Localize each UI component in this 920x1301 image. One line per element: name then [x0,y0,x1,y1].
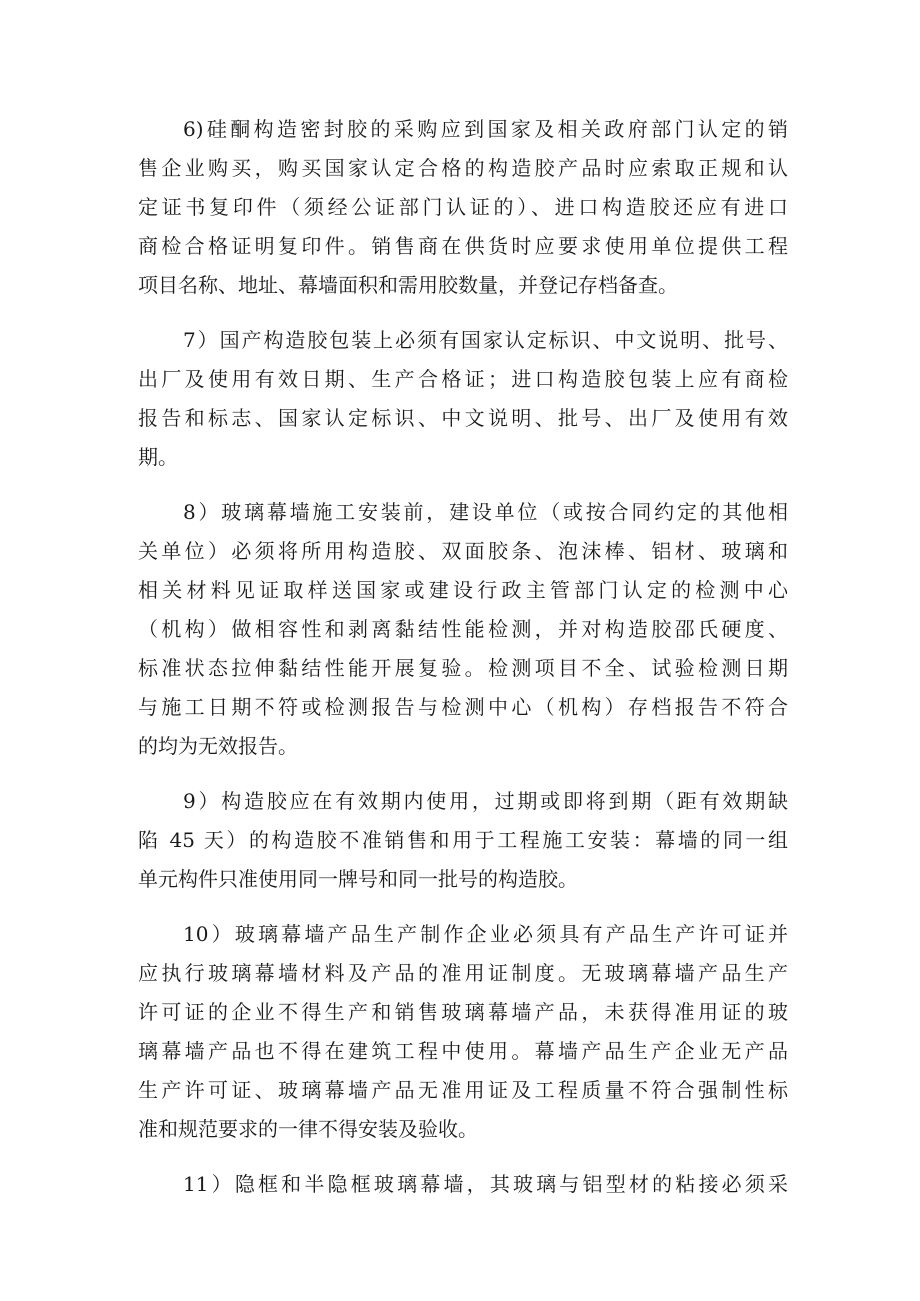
paragraph-7-line-1: 7）国产构造胶包装上必须有国家认定标识、中文说明、批号、 [183,328,788,352]
paragraph-9-line-1: 9）构造胶应在有效期内使用，过期或即将到期（距有效期缺 [183,789,788,813]
paragraph-10-line-1: 10）玻璃幕墙产品生产制作企业必须具有产品生产许可证并 [183,922,788,946]
paragraph-7-line-4: 期。 [138,445,178,469]
paragraph-8-line-1: 8）玻璃幕墙施工安装前，建设单位（或按合同约定的其他相 [183,500,788,524]
paragraph-8-line-7: 的均为无效报告。 [138,734,298,758]
paragraph-10-line-4: 璃幕墙产品也不得在建筑工程中使用。幕墙产品生产企业无产品 [138,1039,788,1063]
paragraph-6-line-4: 商检合格证明复印件。销售商在供货时应要求使用单位提供工程 [138,234,788,258]
paragraph-7-line-2: 出厂及使用有效日期、生产合格证；进口构造胶包装上应有商检 [138,367,788,391]
paragraph-11-line-1: 11）隐框和半隐框玻璃幕墙，其玻璃与铝型材的粘接必须采 [183,1172,788,1196]
paragraph-6-line-3: 定证书复印件（须经公证部门认证的）、进口构造胶还应有进口 [138,195,788,219]
paragraph-8-line-6: 与施工日期不符或检测报告与检测中心（机构）存档报告不符合 [138,695,788,719]
paragraph-10-line-6: 准和规范要求的一律不得安装及验收。 [138,1117,478,1141]
paragraph-8-line-5: 标准状态拉伸黏结性能开展复验。检测项目不全、试验检测日期 [138,656,788,680]
paragraph-8-line-3: 相关材料见证取样送国家或建设行政主管部门认定的检测中心 [138,578,788,602]
paragraph-10-line-5: 生产许可证、玻璃幕墙产品无准用证及工程质量不符合强制性标 [138,1078,788,1102]
paragraph-9-line-3: 单元构件只准使用同一牌号和同一批号的构造胶。 [138,867,578,891]
paragraph-6-line-5: 项目名称、地址、幕墙面积和需用胶数量，并登记存档备查。 [138,273,678,297]
paragraph-6-line-2: 售企业购买，购买国家认定合格的构造胶产品时应索取正规和认 [138,156,788,180]
paragraph-10-line-2: 应执行玻璃幕墙材料及产品的准用证制度。无玻璃幕墙产品生产 [138,961,788,985]
paragraph-10-line-3: 许可证的企业不得生产和销售玻璃幕墙产品，未获得准用证的玻 [138,1000,788,1024]
paragraph-7-line-3: 报告和标志、国家认定标识、中文说明、批号、出厂及使用有效 [138,406,788,430]
paragraph-8-line-2: 关单位）必须将所用构造胶、双面胶条、泡沫棒、铝材、玻璃和 [138,539,788,563]
paragraph-9-line-2: 陷 45 天）的构造胶不准销售和用于工程施工安装：幕墙的同一组 [138,828,788,852]
paragraph-8-line-4: （机构）做相容性和剥离黏结性能检测，并对构造胶邵氏硬度、 [138,617,788,641]
paragraph-6-line-1: 6)硅酮构造密封胶的采购应到国家及相关政府部门认定的销 [183,117,788,141]
